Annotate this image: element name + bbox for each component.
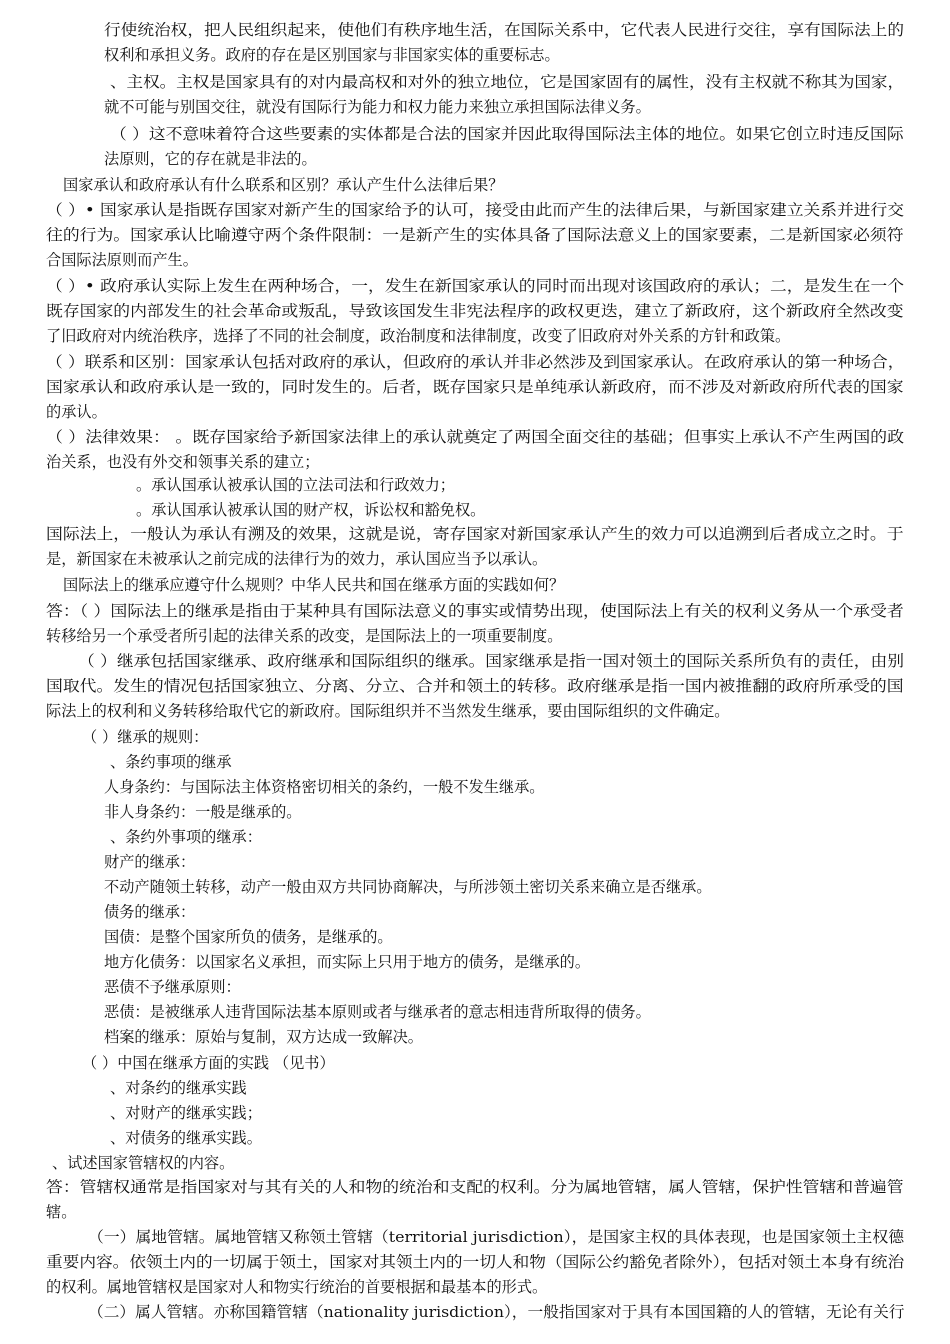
text-line: 。承认国承认被承认国的立法司法和行政效力； [136, 476, 455, 494]
text-line: 国债：是整个国家所负的债务，是继承的。 [104, 928, 393, 946]
text-line: 权利和承担义务。政府的存在是区别国家与非国家实体的重要标志。 [104, 46, 560, 64]
text-line: 法原则，它的存在就是非法的。 [104, 150, 317, 168]
text-line: 债务的继承： [104, 903, 196, 921]
text-line: 档案的继承：原始与复制，双方达成一致解决。 [104, 1028, 423, 1046]
text-line: 了旧政府对内统治秩序，选择了不同的社会制度，政治制度和法律制度，改变了旧政府对外关系的方针和政策。 [46, 327, 791, 345]
text-line: （ ）中国在继承方面的实践 （见书） [82, 1054, 335, 1072]
text-line: 恶债不予继承原则： [104, 978, 241, 996]
text-line: 行使统治权，把人民组织起来，使他们有秩序地生活，在国际关系中，它代表人民进行交往，享有国际法上的 [104, 21, 904, 39]
text-line: 、试述国家管辖权的内容。 [52, 1154, 235, 1172]
text-line: （ ）继承包括国家继承、政府继承和国际组织的继承。国家继承是指一国对领土的国际关系所负有的责任，由别 [78, 652, 905, 670]
text-line: 、主权。主权是国家具有的对内最高权和对外的独立地位，它是国家固有的属性，没有主权就不称其为国家， [110, 73, 904, 91]
text-line: 既存国家的内部发生的社会革命或叛乱，导致该国发生非宪法程序的政权更迭，建立了新政府，这个新政府全然改变 [46, 302, 904, 320]
text-line: 、对财产的继承实践； [110, 1104, 262, 1122]
text-line: 国家承认和政府承认有什么联系和区别？承认产生什么法律后果？ [63, 176, 504, 194]
text-line: 的承认。 [46, 403, 107, 421]
text-line: 、条约外事项的继承： [110, 828, 262, 846]
text-line: 国取代。发生的情况包括国家独立、分离、分立、合并和领土的转移。政府继承是指一国内被推翻的政府所承受的国 [46, 677, 904, 695]
text-line: 的权利。属地管辖权是国家对人和物实行统治的首要根据和最基本的形式。 [46, 1278, 548, 1296]
text-line: 恶债：是被继承人违背国际法基本原则或者与继承者的意志相违背所取得的债务。 [104, 1003, 651, 1021]
text-line: （ ）联系和区别：国家承认包括对政府的承认，但政府的承认并非必然涉及到国家承认。在政府承认的第一种场合， [46, 353, 905, 371]
text-line: 答：管辖权通常是指国家对与其有关的人和物的统治和支配的权利。分为属地管辖，属人管辖，保护性管辖和普遍管 [46, 1178, 904, 1196]
text-line: 、对债务的继承实践。 [110, 1129, 262, 1147]
text-line: 就不可能与别国交往，就没有国际行为能力和权力能力来独立承担国际法律义务。 [104, 98, 651, 116]
text-line: （一）属地管辖。属地管辖又称领土管辖（territorial jurisdiction），是国家主权的具体表现，也是国家领土主权德 [88, 1228, 905, 1246]
text-line: 辖。 [46, 1203, 77, 1221]
text-line: （ ）这不意味着符合这些要素的实体都是合法的国家并因此取得国际法主体的地位。如果它创立时违反国际 [110, 125, 904, 143]
text-line: 转移给另一个承受者所引起的法律关系的改变，是国际法上的一项重要制度。 [46, 627, 563, 645]
text-line: 不动产随领土转移，动产一般由双方共同协商解决，与所涉领土密切关系来确立是否继承。 [104, 878, 712, 896]
text-line: 、条约事项的继承 [110, 753, 232, 771]
text-line: 重要内容。依领土内的一切属于领土，国家对其领土内的一切人和物（国际公约豁免者除外），包括对领土本身有统治 [46, 1253, 905, 1271]
text-line: 、对条约的继承实践 [110, 1079, 247, 1097]
text-line: 财产的继承： [104, 853, 196, 871]
text-line: （ ）• 政府承认实际上发生在两种场合，一，发生在新国家承认的同时而出现对该国政府的承认；二，是发生在一个 [46, 277, 904, 295]
text-line: 国家承认和政府承认是一致的，同时发生的。后者，既存国家只是单纯承认新政府，而不涉及对新政府所代表的国家 [46, 378, 904, 396]
text-line: 是，新国家在未被承认之前完成的法律行为的效力，承认国应当予以承认。 [46, 550, 548, 568]
text-line: （二）属人管辖。亦称国籍管辖（nationality jurisdiction），一般指国家对于具有本国国籍的人的管辖，无论有关行 [88, 1303, 905, 1321]
text-line: 。承认国承认被承认国的财产权，诉讼权和豁免权。 [136, 501, 486, 519]
text-line: 国际法上的继承应遵守什么规则？中华人民共和国在继承方面的实践如何？ [63, 576, 565, 594]
text-line: 际法上的权利和义务转移给取代它的新政府。国际组织并不当然发生继承，要由国际组织的文件确定。 [46, 702, 730, 720]
text-line: 非人身条约：一般是继承的。 [104, 803, 302, 821]
text-line: 地方化债务：以国家名义承担，而实际上只用于地方的债务，是继承的。 [104, 953, 590, 971]
text-line: 往的行为。国家承认比喻遵守两个条件限制：一是新产生的实体具备了国际法意义上的国家要素，二是新国家必须符 [46, 226, 904, 244]
text-line: 人身条约：与国际法主体资格密切相关的条约，一般不发生继承。 [104, 778, 545, 796]
text-line: 国际法上，一般认为承认有溯及的效果，这就是说，寄存国家对新国家承认产生的效力可以追溯到后者成立之时。于 [46, 525, 904, 543]
text-line: 答：（ ）国际法上的继承是指由于某种具有国际法意义的事实或情势出现，使国际法上有关的权利义务从一个承受者 [46, 602, 904, 620]
text-line: （ ）法律效果： 。既存国家给予新国家法律上的承认就奠定了两国全面交往的基础；但事实上承认不产生两国的政 [46, 428, 905, 446]
text-line: （ ）• 国家承认是指既存国家对新产生的国家给予的认可，接受由此而产生的法律后果，与新国家建立关系并进行交 [46, 201, 904, 219]
text-line: （ ）继承的规则： [82, 728, 209, 746]
text-line: 合国际法原则而产生。 [46, 251, 198, 269]
text-line: 治关系，也没有外交和领事关系的建立； [46, 453, 320, 471]
